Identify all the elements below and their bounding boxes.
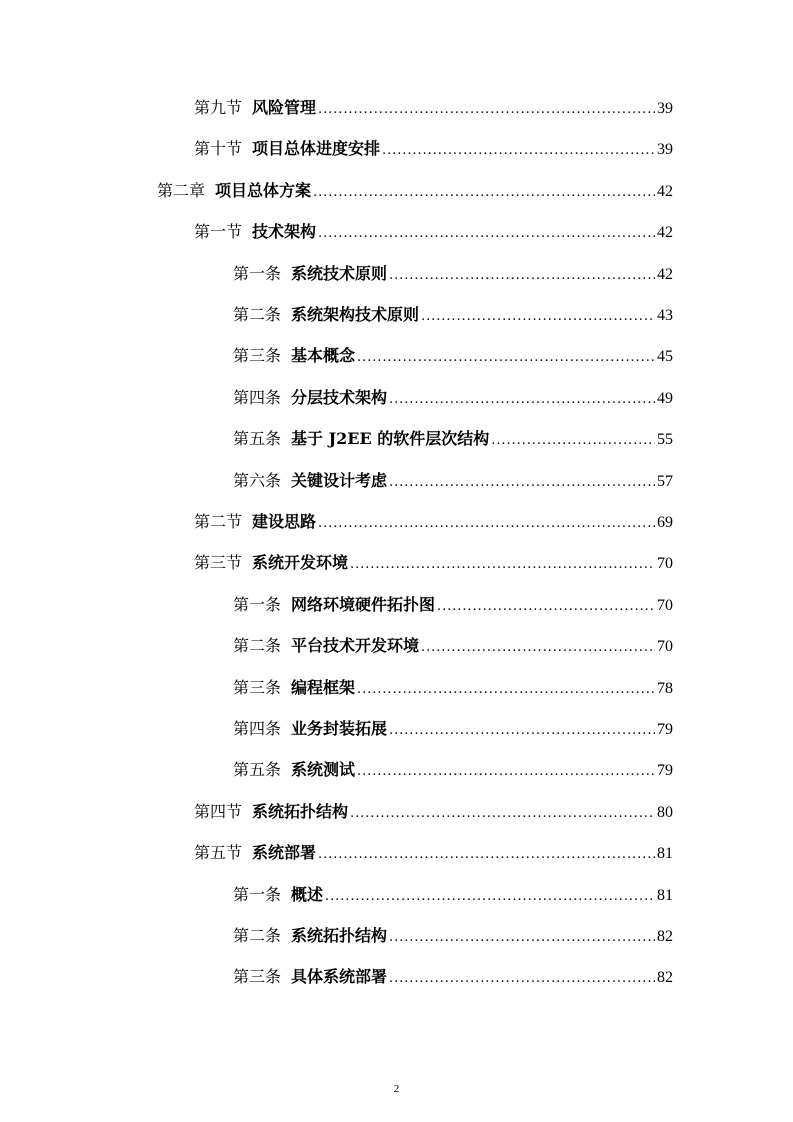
- toc-entry-page: 39: [657, 100, 673, 117]
- toc-entry-label: 第一条: [233, 264, 282, 283]
- toc-leader-dots: [389, 925, 655, 949]
- toc-entry[interactable]: [233, 345, 673, 369]
- toc-entry-page: 57: [657, 473, 673, 490]
- toc-entry[interactable]: [194, 552, 673, 576]
- toc-entry-page: 69: [657, 514, 673, 531]
- toc-entry[interactable]: [233, 759, 673, 783]
- toc-entry-page: 42: [657, 183, 673, 200]
- toc-entry-title: 系统部署: [252, 843, 317, 862]
- toc-entry-title: 业务封装拓展: [291, 719, 388, 738]
- toc-entry[interactable]: [194, 842, 673, 866]
- toc-entry-title: 技术架构: [252, 222, 317, 241]
- toc-entry-label: 第三节: [194, 553, 243, 572]
- toc-entry-label: 第一节: [194, 222, 243, 241]
- toc-entry-title: 风险管理: [252, 98, 317, 117]
- toc-entry-title: 建设思路: [252, 512, 317, 531]
- toc-entry[interactable]: [233, 718, 673, 742]
- toc-entry[interactable]: [233, 594, 673, 618]
- toc-entry[interactable]: [233, 925, 673, 949]
- toc-leader-dots: [350, 552, 655, 576]
- toc-entry[interactable]: [233, 884, 673, 908]
- toc-entry[interactable]: [233, 635, 673, 659]
- toc-entry-page: 79: [657, 762, 673, 779]
- toc-entry[interactable]: [233, 304, 673, 328]
- toc-leader-dots: [491, 428, 655, 452]
- toc-leader-dots: [382, 138, 655, 162]
- toc-entry-title: 关键设计考虑: [291, 471, 388, 490]
- toc-entry-label: 第三条: [233, 967, 282, 986]
- toc-entry-title: 基本概念: [291, 346, 356, 365]
- toc-entry-page: 80: [657, 804, 673, 821]
- toc-entry[interactable]: [194, 221, 673, 245]
- toc-leader-dots: [389, 470, 655, 494]
- toc-leader-dots: [437, 594, 655, 618]
- toc-entry-page: 79: [657, 721, 673, 738]
- toc-entry-page: 43: [657, 307, 673, 324]
- toc-entry-page: 82: [657, 969, 673, 986]
- toc-entry-label: 第三条: [233, 346, 282, 365]
- toc-leader-dots: [313, 180, 655, 204]
- toc-entry-title: 系统技术原则: [291, 264, 388, 283]
- toc-entry-title: 基于 J2EE 的软件层次结构: [291, 429, 490, 448]
- toc-entry-title: 项目总体进度安排: [252, 139, 381, 158]
- toc-entry-page: 55: [657, 431, 673, 448]
- toc-entry-title: 具体系统部署: [291, 967, 388, 986]
- toc-entry-page: 49: [657, 390, 673, 407]
- toc-entry-title: 系统拓扑结构: [291, 926, 388, 945]
- toc-entry-label: 第二条: [233, 926, 282, 945]
- toc-leader-dots: [325, 884, 655, 908]
- toc-leader-dots: [318, 221, 655, 245]
- toc-entry-page: 39: [657, 141, 673, 158]
- toc-entry-label: 第四条: [233, 388, 282, 407]
- toc-entry-title: 系统架构技术原则: [291, 305, 420, 324]
- toc-leader-dots: [389, 718, 655, 742]
- toc-entry[interactable]: [194, 138, 673, 162]
- toc-entry-label: 第四节: [194, 802, 243, 821]
- toc-entry-title: 网络环境硬件拓扑图: [291, 595, 436, 614]
- toc-leader-dots: [389, 966, 655, 990]
- toc-entry-label: 第五条: [233, 760, 282, 779]
- toc-entry-page: 45: [657, 348, 673, 365]
- toc-entry[interactable]: [194, 801, 673, 825]
- toc-entry[interactable]: [233, 966, 673, 990]
- toc-entry[interactable]: [194, 511, 673, 535]
- toc-leader-dots: [318, 511, 655, 535]
- toc-entry-label: 第五节: [194, 843, 243, 862]
- toc-leader-dots: [389, 263, 655, 287]
- toc-entry-label: 第二节: [194, 512, 243, 531]
- toc-leader-dots: [421, 304, 655, 328]
- toc-entry[interactable]: [233, 387, 673, 411]
- toc-entry-title: 平台技术开发环境: [291, 636, 420, 655]
- toc-entry-page: 70: [657, 555, 673, 572]
- toc-entry-label: 第四条: [233, 719, 282, 738]
- toc-entry[interactable]: [233, 470, 673, 494]
- toc-entry-label: 第二条: [233, 636, 282, 655]
- toc-leader-dots: [357, 677, 655, 701]
- toc-entry-page: 82: [657, 928, 673, 945]
- toc-entry[interactable]: [157, 180, 673, 204]
- toc-entry-label: 第二章: [157, 181, 206, 200]
- toc-entry-title: 系统测试: [291, 760, 356, 779]
- toc-entry-page: 42: [657, 224, 673, 241]
- toc-leader-dots: [350, 801, 655, 825]
- toc-entry-title: 分层技术架构: [291, 388, 388, 407]
- toc-entry-label: 第十节: [194, 139, 243, 158]
- toc-entry-title: 项目总体方案: [215, 181, 312, 200]
- toc-entry-title: 系统拓扑结构: [252, 802, 349, 821]
- page-number: 2: [393, 1083, 400, 1095]
- toc-entry[interactable]: [194, 97, 673, 121]
- toc-leader-dots: [389, 387, 655, 411]
- toc-leader-dots: [421, 635, 655, 659]
- toc-entry-label: 第三条: [233, 678, 282, 697]
- toc-entry-page: 70: [657, 638, 673, 655]
- toc-entry-title: 系统开发环境: [252, 553, 349, 572]
- toc-entry-page: 42: [657, 266, 673, 283]
- toc-entry-label: 第一条: [233, 885, 282, 904]
- toc-leader-dots: [318, 842, 655, 866]
- toc-leader-dots: [357, 759, 655, 783]
- toc-leader-dots: [357, 345, 655, 369]
- toc-entry-label: 第六条: [233, 471, 282, 490]
- toc-entry-label: 第九节: [194, 98, 243, 117]
- toc-leader-dots: [318, 97, 655, 121]
- toc-entry-label: 第二条: [233, 305, 282, 324]
- toc-entry-page: 70: [657, 597, 673, 614]
- toc-entry[interactable]: [233, 428, 673, 452]
- toc-entry[interactable]: [233, 677, 673, 701]
- toc-entry-page: 81: [657, 845, 673, 862]
- toc-entry-page: 81: [657, 887, 673, 904]
- toc-entry-page: 78: [657, 680, 673, 697]
- toc-entry-title: 编程框架: [291, 678, 356, 697]
- toc-entry-label: 第五条: [233, 429, 282, 448]
- toc-entry-title: 概述: [291, 885, 324, 904]
- toc-entry-label: 第一条: [233, 595, 282, 614]
- toc-entry[interactable]: [233, 263, 673, 287]
